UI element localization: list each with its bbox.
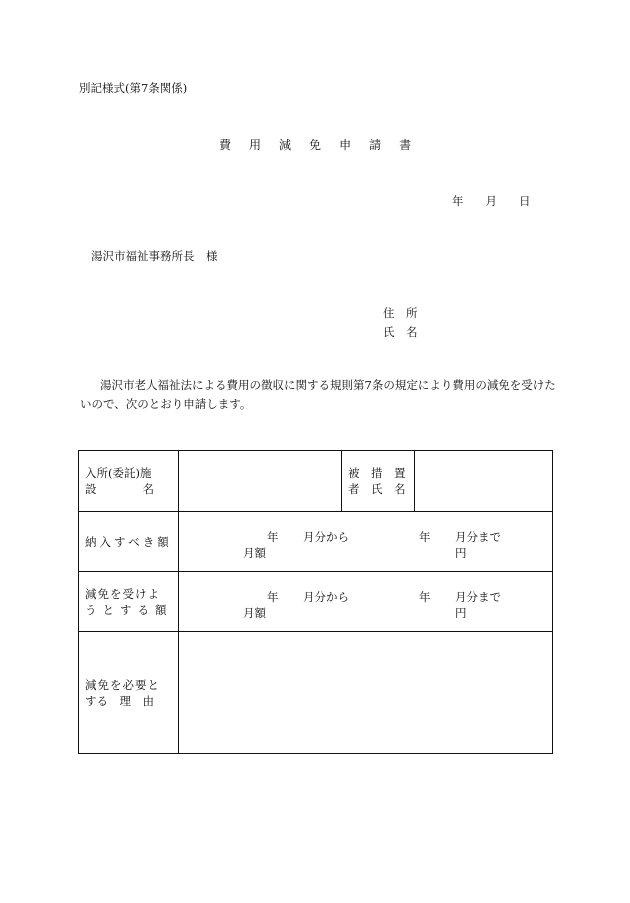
application-date (452, 193, 531, 209)
application-statement: 湯沢市老人福祉法による費用の徴収に関する規則第7条の規定により費用の減免を受けたいので、次のとおり申請します。 (80, 378, 556, 411)
facility-label-line2: 設 名 (85, 482, 154, 496)
reason-label-line1: 減免を必要と (85, 677, 160, 692)
payable-monthly-label: 月額 (243, 546, 266, 560)
person-name-field[interactable] (415, 451, 553, 512)
title-char: 請 (369, 138, 382, 152)
payable-label-cell (79, 512, 179, 572)
title-char: 書 (399, 138, 412, 152)
person-label-line2: 者 氏 名 (348, 482, 406, 496)
date-day: 日 (519, 194, 531, 208)
title-char: 用 (249, 138, 262, 152)
reason-label-cell (79, 632, 179, 754)
facility-name-field[interactable] (179, 451, 342, 512)
applicant-address-label: 住 所 (383, 306, 418, 320)
reduction-label-line1: 減免を受けよ (85, 586, 160, 601)
payable-from-year: 年 (267, 530, 279, 544)
payable-yen-label: 円 (455, 546, 467, 560)
reduction-from-year: 年 (267, 590, 279, 604)
title-char: 申 (339, 138, 352, 152)
reduction-label-cell (79, 572, 179, 632)
applicant-name-label: 氏 名 (383, 325, 418, 339)
facility-label-cell (79, 451, 179, 512)
reduction-label-line2: うとする額 (85, 602, 173, 617)
reduction-amount-field[interactable] (179, 572, 553, 632)
reduction-from-month: 月分から (303, 590, 349, 604)
reduction-monthly-label: 月額 (243, 606, 266, 620)
person-label-cell (342, 451, 415, 512)
payable-label: 納入すべき額 (85, 534, 172, 549)
facility-label-line1: 入所(委託)施 (85, 466, 152, 480)
title-char: 費 (219, 138, 232, 152)
payable-to-month: 月分まで (455, 530, 501, 544)
title-char: 減 (279, 138, 292, 152)
form-number-label: 別記様式(第7条関係) (79, 81, 188, 95)
payable-amount-field[interactable] (179, 512, 553, 572)
date-year: 年 (452, 194, 464, 208)
reason-field[interactable] (179, 632, 553, 754)
payable-from-month: 月分から (303, 530, 349, 544)
reduction-yen-label: 円 (455, 606, 467, 620)
date-month: 月 (485, 194, 497, 208)
reduction-to-month: 月分まで (455, 590, 501, 604)
addressee: 湯沢市福祉事務所長 様 (91, 249, 218, 263)
reduction-to-year: 年 (419, 590, 431, 604)
title-char: 免 (309, 138, 322, 152)
reason-label-line2: する 理 由 (85, 693, 154, 708)
payable-to-year: 年 (419, 530, 431, 544)
person-label-line1: 被 措 置 (348, 466, 406, 480)
document-title (219, 136, 429, 153)
application-table (78, 450, 553, 754)
